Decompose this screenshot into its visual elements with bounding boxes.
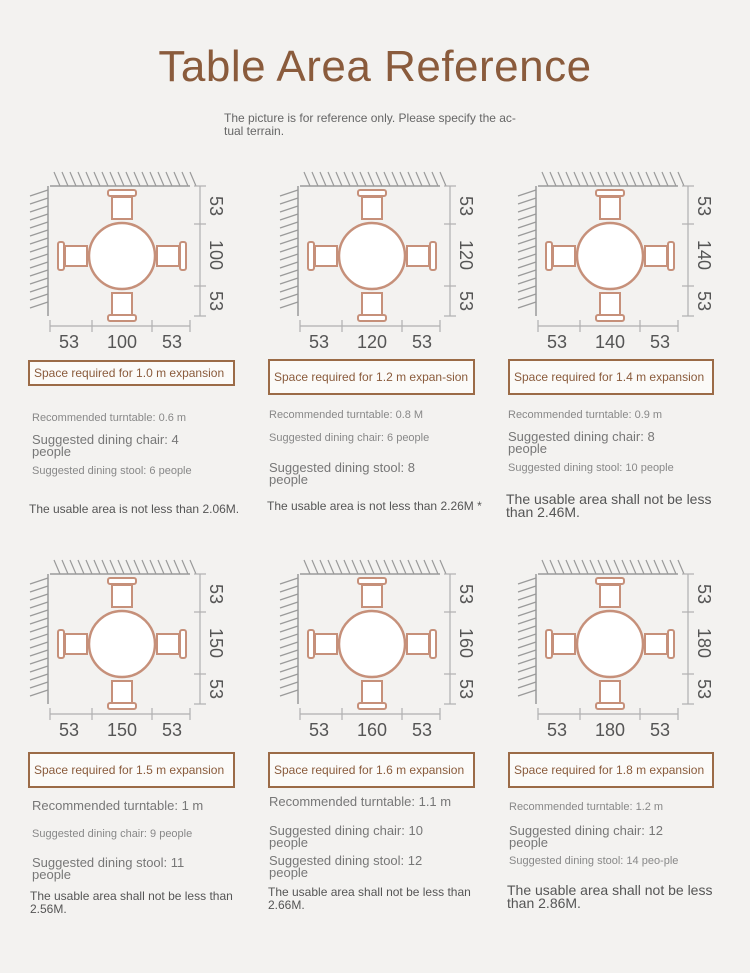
usable-area: The usable area is not less than 2.26M * — [267, 499, 482, 513]
table-diagram — [26, 556, 266, 746]
dim-label-left: 53 — [308, 332, 330, 352]
table-diagram — [276, 168, 516, 358]
chair-bottom — [112, 681, 132, 703]
round-table — [89, 223, 155, 289]
dimension-right — [682, 186, 694, 316]
dim-label-top: 53 — [206, 195, 226, 217]
wall-hatch-top — [300, 560, 446, 574]
suggested-dining-chair: Suggested dining chair: 8 people — [508, 429, 655, 456]
suggested-dining-chair: Suggested dining chair: 6 people — [269, 432, 430, 444]
chair-top-back — [596, 578, 624, 584]
suggested-dining-stool: Suggested dining stool: 11 people — [32, 855, 185, 882]
usable-area: The usable area shall not be less than 2.56M. — [30, 889, 233, 916]
dim-label-table: 180 — [594, 720, 626, 740]
chair-right — [407, 634, 429, 654]
dim-label-right: 53 — [411, 332, 433, 352]
round-table — [577, 223, 643, 289]
usable-area: The usable area is not less than 2.06M. — [29, 502, 240, 516]
chair-top-back — [108, 190, 136, 196]
expansion-label: Space required for 1.5 m expansion — [28, 752, 235, 788]
chair-left-back — [58, 242, 64, 270]
chair-left-back — [546, 630, 552, 658]
table-with-chairs — [58, 578, 186, 709]
dim-label-left: 53 — [546, 332, 568, 352]
dim-label-right: 53 — [411, 720, 433, 740]
chair-right-back — [430, 630, 436, 658]
chair-top-back — [108, 578, 136, 584]
recommended-turntable: Recommended turntable: 1 m — [32, 798, 204, 813]
chair-left — [315, 634, 337, 654]
suggested-dining-chair: Suggested dining chair: 9 people — [32, 828, 193, 840]
dim-label-bottom: 53 — [206, 678, 226, 700]
chair-bottom — [362, 293, 382, 315]
dim-label-top: 53 — [456, 583, 476, 605]
usable-area: The usable area shall not be less than 2.46M. — [506, 491, 712, 520]
wall-hatch-top — [300, 172, 446, 186]
chair-right-back — [180, 242, 186, 270]
dimension-right — [444, 574, 456, 704]
dim-label-table: 140 — [594, 332, 626, 352]
expansion-label: Space required for 1.4 m expansion — [508, 359, 714, 395]
wall-hatch-top — [538, 560, 684, 574]
dim-label-right: 53 — [649, 720, 671, 740]
table-with-chairs — [308, 190, 436, 321]
recommended-turntable: Recommended turntable: 0.8 M — [269, 409, 424, 421]
dim-label-depth: 150 — [206, 627, 226, 659]
dim-label-left: 53 — [546, 720, 568, 740]
table-option-140 — [514, 168, 750, 358]
table-with-chairs — [58, 190, 186, 321]
table-diagram — [26, 168, 266, 358]
dim-label-bottom: 53 — [694, 678, 714, 700]
chair-right-back — [430, 242, 436, 270]
table-diagram — [514, 168, 750, 358]
chair-left — [553, 246, 575, 266]
chair-top — [362, 197, 382, 219]
table-option-100 — [26, 168, 266, 358]
table-option-160 — [276, 556, 516, 746]
suggested-dining-chair: Suggested dining chair: 4 people — [32, 432, 179, 459]
chair-bottom-back — [596, 703, 624, 709]
chair-right — [645, 634, 667, 654]
page-title: Table Area Reference — [158, 42, 592, 91]
chair-right — [407, 246, 429, 266]
dim-label-depth: 100 — [206, 239, 226, 271]
chair-bottom — [362, 681, 382, 703]
round-table — [577, 611, 643, 677]
chair-left — [553, 634, 575, 654]
dim-label-left: 53 — [58, 720, 80, 740]
table-option-150 — [26, 556, 266, 746]
recommended-turntable: Recommended turntable: 1.1 m — [269, 794, 452, 809]
table-with-chairs — [308, 578, 436, 709]
dimension-right — [444, 186, 456, 316]
dim-label-bottom: 53 — [456, 290, 476, 312]
table-diagram — [276, 556, 516, 746]
dim-label-right: 53 — [649, 332, 671, 352]
chair-bottom-back — [358, 315, 386, 321]
dimension-right — [682, 574, 694, 704]
chair-top — [362, 585, 382, 607]
wall-hatch-left — [518, 574, 536, 704]
chair-right — [157, 246, 179, 266]
suggested-dining-stool: Suggested dining stool: 12 people — [269, 853, 423, 880]
dim-label-table: 120 — [356, 332, 388, 352]
chair-left-back — [308, 630, 314, 658]
chair-left — [315, 246, 337, 266]
suggested-dining-stool: Suggested dining stool: 10 people — [508, 462, 674, 474]
dim-label-bottom: 53 — [694, 290, 714, 312]
dim-label-depth: 180 — [694, 627, 714, 659]
dim-label-right: 53 — [161, 332, 183, 352]
dim-label-table: 150 — [106, 720, 138, 740]
wall-hatch-left — [518, 186, 536, 316]
dimension-right — [194, 574, 206, 704]
expansion-label: Space required for 1.0 m expansion — [28, 360, 235, 386]
chair-top — [112, 197, 132, 219]
suggested-dining-chair: Suggested dining chair: 10 people — [269, 823, 423, 850]
chair-top-back — [596, 190, 624, 196]
chair-right-back — [668, 242, 674, 270]
suggested-dining-chair: Suggested dining chair: 12 people — [509, 823, 663, 850]
chair-bottom-back — [358, 703, 386, 709]
wall-hatch-top — [538, 172, 684, 186]
round-table — [339, 223, 405, 289]
chair-top-back — [358, 578, 386, 584]
table-diagram — [514, 556, 750, 746]
dim-label-top: 53 — [694, 583, 714, 605]
recommended-turntable: Recommended turntable: 1.2 m — [509, 801, 664, 813]
chair-bottom-back — [596, 315, 624, 321]
dim-label-depth: 120 — [456, 239, 476, 271]
dim-label-depth: 140 — [694, 239, 714, 271]
chair-bottom-back — [108, 703, 136, 709]
dim-label-top: 53 — [694, 195, 714, 217]
dim-label-bottom: 53 — [206, 290, 226, 312]
wall-hatch-left — [280, 574, 298, 704]
usable-area: The usable area shall not be less than 2.86M. — [507, 882, 713, 911]
suggested-dining-stool: Suggested dining stool: 8 people — [269, 460, 415, 487]
wall-hatch-left — [280, 186, 298, 316]
dim-label-table: 100 — [106, 332, 138, 352]
chair-top — [112, 585, 132, 607]
chair-right — [645, 246, 667, 266]
dim-label-depth: 160 — [456, 627, 476, 659]
suggested-dining-stool: Suggested dining stool: 6 people — [32, 465, 192, 477]
dim-label-right: 53 — [161, 720, 183, 740]
wall-hatch-left — [30, 186, 48, 316]
dim-label-top: 53 — [456, 195, 476, 217]
dimension-right — [194, 186, 206, 316]
chair-top-back — [358, 190, 386, 196]
wall-hatch-top — [50, 172, 196, 186]
dim-label-left: 53 — [58, 332, 80, 352]
chair-left-back — [546, 242, 552, 270]
round-table — [89, 611, 155, 677]
table-with-chairs — [546, 190, 674, 321]
dim-label-left: 53 — [308, 720, 330, 740]
round-table — [339, 611, 405, 677]
chair-top — [600, 197, 620, 219]
suggested-dining-stool: Suggested dining stool: 14 peo-ple — [509, 855, 679, 867]
table-with-chairs — [546, 578, 674, 709]
wall-hatch-top — [50, 560, 196, 574]
chair-bottom — [112, 293, 132, 315]
recommended-turntable: Recommended turntable: 0.9 m — [508, 409, 663, 421]
chair-top — [600, 585, 620, 607]
chair-bottom-back — [108, 315, 136, 321]
chair-bottom — [600, 293, 620, 315]
expansion-label: Space required for 1.6 m expansion — [268, 752, 475, 788]
chair-right-back — [668, 630, 674, 658]
usable-area: The usable area shall not be less than 2.66M. — [268, 885, 471, 912]
wall-hatch-left — [30, 574, 48, 704]
dim-label-top: 53 — [206, 583, 226, 605]
table-option-180 — [514, 556, 750, 746]
expansion-label: Space required for 1.2 m expan-sion — [268, 359, 475, 395]
chair-left — [65, 246, 87, 266]
reference-note: The picture is for reference only. Please specify the ac-tual terrain. — [224, 111, 516, 138]
chair-left — [65, 634, 87, 654]
table-option-120 — [276, 168, 516, 358]
chair-bottom — [600, 681, 620, 703]
chair-right-back — [180, 630, 186, 658]
dim-label-table: 160 — [356, 720, 388, 740]
recommended-turntable: Recommended turntable: 0.6 m — [32, 412, 187, 424]
chair-left-back — [308, 242, 314, 270]
dim-label-bottom: 53 — [456, 678, 476, 700]
chair-left-back — [58, 630, 64, 658]
expansion-label: Space required for 1.8 m expansion — [508, 752, 714, 788]
chair-right — [157, 634, 179, 654]
